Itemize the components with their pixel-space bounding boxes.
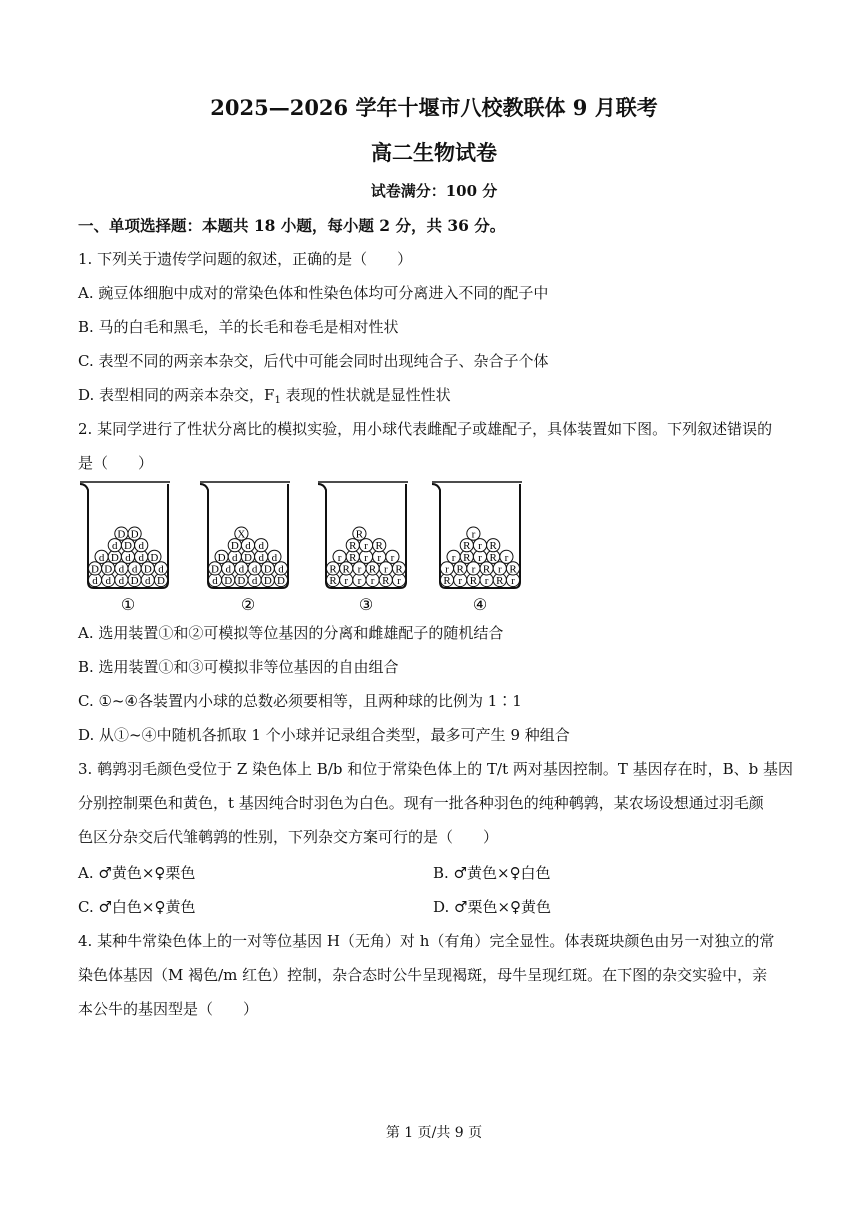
ball-label: R — [329, 563, 337, 576]
beaker-label: ② — [240, 595, 256, 614]
ball-label: r — [471, 528, 476, 541]
ball — [148, 550, 161, 564]
ball — [379, 562, 392, 576]
q4-stem-line2: 染色体基因（M 褐色/m 红色）控制，杂合态时公牛呈现褐斑，母牛呈现红斑。在下图的杂交实验中，亲 — [78, 966, 768, 984]
ball — [95, 550, 108, 564]
ball-label: r — [458, 575, 463, 587]
exam-score: 试卷满分：100 分 — [370, 182, 498, 200]
ball-label: D — [117, 528, 126, 541]
ball-label: r — [364, 540, 368, 553]
ball — [473, 539, 486, 553]
ball-label: D — [277, 575, 285, 587]
ball-label: d — [112, 540, 118, 553]
ball-label: R — [368, 563, 377, 576]
ball-label: r — [357, 575, 362, 587]
ball-label: r — [445, 563, 449, 576]
ball — [222, 562, 235, 576]
q1-option-b: B. 马的白毛和黑毛，羊的长毛和卷毛是相对性状 — [78, 318, 399, 336]
q3-stem-line2: 分别控制栗色和黄色，t 基因纯合时羽色为白色。现有一批各种羽色的纯种鹌鹑，某农场设想通过羽毛颜 — [78, 794, 764, 812]
ball-label: r — [377, 551, 382, 564]
q2-stem-line2: 是（ ） — [78, 454, 154, 472]
ball-label: r — [504, 551, 509, 564]
beaker-label: ④ — [472, 595, 488, 614]
ball-label: D — [104, 563, 113, 576]
ball-label: D — [130, 528, 139, 541]
ball — [353, 562, 366, 576]
ball-label: r — [497, 563, 502, 576]
ball-label: D — [263, 563, 272, 576]
ball — [359, 539, 372, 553]
ball — [121, 539, 134, 553]
ball — [340, 562, 353, 576]
ball-label: R — [482, 563, 491, 576]
beaker-figure — [78, 478, 538, 618]
exam-subject: 高二生物试卷 — [371, 140, 497, 165]
ball — [392, 562, 405, 576]
ball-label: r — [370, 575, 375, 587]
ball-label: r — [397, 575, 401, 587]
ball-label: d — [212, 575, 218, 587]
ball — [235, 527, 248, 541]
ball-label: R — [456, 563, 464, 576]
ball — [487, 539, 500, 553]
ball — [154, 562, 167, 576]
ball-label: r — [478, 551, 482, 564]
ball-label: R — [375, 540, 383, 553]
ball-label: D — [143, 563, 152, 576]
ball-label: d — [145, 575, 151, 587]
ball — [274, 562, 287, 576]
q2-option-c: C. ①~④各装置内小球的总数必须要相等，且两种球的比例为 1∶1 — [78, 692, 522, 710]
ball-label: d — [278, 563, 284, 576]
ball — [506, 562, 519, 576]
ball — [141, 562, 154, 576]
ball-label: d — [138, 540, 144, 553]
ball-label: R — [349, 551, 357, 564]
ball-label: R — [496, 575, 504, 587]
q3-option-d: D. ♂栗色×♀黄色 — [433, 898, 552, 916]
ball — [326, 562, 339, 576]
ball-label: R — [382, 575, 390, 587]
q3-stem-line3: 色区分杂交后代雏鹌鹑的性别，下列杂交方案可行的是（ ） — [78, 828, 499, 846]
q1-d-sub: 1 — [274, 395, 281, 406]
beaker-3 — [318, 482, 408, 614]
ball-label: r — [390, 551, 395, 564]
beaker-2 — [200, 482, 290, 614]
ball-label: R — [355, 528, 364, 541]
q3-option-a: A. ♂黄色×♀栗色 — [78, 864, 196, 882]
q4-stem-line3: 本公牛的基因型是（ ） — [78, 1000, 259, 1018]
ball-label: D — [110, 551, 119, 564]
q1-option-c: C. 表型不同的两亲本杂交，后代中可能会同时出现纯合子、杂合子个体 — [78, 352, 549, 370]
ball — [248, 562, 261, 576]
ball — [115, 527, 128, 541]
ball — [480, 562, 493, 576]
ball — [373, 539, 386, 553]
ball-label: X — [237, 528, 246, 541]
ball-label: r — [364, 551, 368, 564]
ball — [386, 550, 399, 564]
ball-label: R — [395, 563, 403, 576]
ball-label: R — [349, 540, 357, 553]
ball-label: d — [118, 563, 125, 576]
ball-label: d — [131, 563, 138, 576]
page-footer: 第 1 页/共 9 页 — [385, 1125, 483, 1141]
ball-label: D — [224, 575, 233, 587]
ball — [255, 539, 268, 553]
ball — [500, 550, 513, 564]
ball-label: d — [158, 563, 164, 576]
ball-label: D — [217, 551, 226, 564]
beaker-label: ① — [120, 595, 136, 614]
ball-label: D — [263, 575, 272, 587]
ball — [261, 562, 274, 576]
q1-option-d — [78, 384, 451, 406]
ball — [235, 562, 248, 576]
ball — [460, 539, 473, 553]
beaker-label: ③ — [358, 595, 374, 614]
ball-label: R — [443, 575, 451, 587]
ball-label: D — [244, 551, 252, 564]
ball-label: r — [511, 575, 515, 587]
ball-label: R — [489, 540, 497, 553]
q1-d-pre: D. 表型相同的两亲本杂交，F — [78, 386, 275, 404]
ball-label: D — [230, 540, 239, 553]
ball-label: D — [124, 540, 132, 553]
ball-label: d — [98, 551, 105, 564]
ball-label: r — [383, 563, 388, 576]
ball-label: r — [451, 551, 456, 564]
ball-label: d — [225, 563, 231, 576]
q2-stem-line1: 2. 某同学进行了性状分离比的模拟实验，用小球代表雌配子或雄配子，具体装置如下图。下列叙述错误的 — [78, 420, 773, 438]
ball-label: R — [463, 551, 471, 564]
q2-option-a: A. 选用装置①和②可模拟等位基因的分离和雌雄配子的随机结合 — [78, 624, 504, 642]
ball-label: D — [157, 575, 165, 587]
ball — [88, 562, 101, 576]
ball-label: r — [484, 575, 489, 587]
ball — [108, 539, 121, 553]
q3-stem-line1: 3. 鹌鹑羽毛颜色受位于 Z 染色体上 B/b 和位于常染色体上的 T/t 两对基因控制。T 基因存在时，B、b 基因 — [78, 760, 794, 778]
q2-option-b: B. 选用装置①和③可模拟非等位基因的自由组合 — [78, 658, 399, 676]
section-heading: 一、单项选择题：本题共 18 小题，每小题 2 分，共 36 分。 — [78, 216, 506, 235]
ball-label: D — [150, 551, 159, 564]
ball — [115, 562, 128, 576]
q1-d-post: 表现的性状就是显性性状 — [280, 386, 451, 404]
q1-option-a: A. 豌豆体细胞中成对的常染色体和性染色体均可分离进入不同的配子中 — [78, 284, 549, 302]
q2-option-d: D. 从①~④中随机各抓取 1 个小球并记录组合类型，最多可产生 9 种组合 — [78, 726, 570, 744]
ball — [454, 562, 467, 576]
ball-label: R — [489, 551, 497, 564]
ball-label: d — [271, 551, 278, 564]
ball-label: r — [344, 575, 349, 587]
ball — [102, 562, 115, 576]
ball — [440, 562, 453, 576]
ball-label: d — [118, 575, 125, 587]
ball-label: R — [509, 563, 517, 576]
ball-label: d — [232, 551, 238, 564]
ball-label: R — [329, 575, 337, 587]
ball-label: d — [138, 551, 144, 564]
q4-stem-line1: 4. 某种牛常染色体上的一对等位基因 H（无角）对 h（有角）完全显性。体表斑块颜色由另一对独立的常 — [78, 932, 775, 950]
ball-label: D — [91, 563, 99, 576]
ball-label: D — [211, 563, 219, 576]
ball — [353, 527, 366, 541]
ball — [447, 550, 460, 564]
exam-title: 2025—2026 学年十堰市八校教联体 9 月联考 — [210, 95, 658, 120]
q1-stem: 1. 下列关于遗传学问题的叙述，正确的是（ ） — [78, 250, 413, 268]
ball-label: d — [92, 575, 98, 587]
ball-label: r — [357, 563, 362, 576]
ball — [493, 562, 506, 576]
ball-label: d — [251, 575, 258, 587]
ball — [467, 562, 480, 576]
ball-label: R — [463, 540, 471, 553]
ball — [135, 539, 148, 553]
q3-option-b: B. ♂黄色×♀白色 — [433, 864, 551, 882]
ball-label: D — [237, 575, 246, 587]
ball-label: d — [125, 551, 131, 564]
ball — [215, 550, 228, 564]
beaker-4 — [432, 482, 522, 614]
ball-label: d — [258, 540, 264, 553]
ball — [268, 550, 281, 564]
ball — [333, 550, 346, 564]
ball-label: d — [105, 575, 111, 587]
ball — [346, 539, 359, 553]
ball — [128, 527, 141, 541]
ball-label: r — [337, 551, 342, 564]
ball-label: d — [238, 563, 245, 576]
ball-label: R — [342, 563, 350, 576]
ball — [208, 562, 221, 576]
q3-option-c: C. ♂白色×♀黄色 — [78, 898, 196, 916]
ball — [467, 527, 480, 541]
ball-label: r — [478, 540, 482, 553]
ball-label: d — [258, 551, 264, 564]
ball-label: d — [245, 540, 251, 553]
ball-label: D — [130, 575, 139, 587]
beaker-1 — [80, 482, 170, 614]
ball-label: d — [251, 563, 258, 576]
ball-label: R — [469, 575, 478, 587]
ball — [228, 539, 241, 553]
ball-label: r — [471, 563, 476, 576]
ball — [241, 539, 254, 553]
ball — [366, 562, 379, 576]
ball — [128, 562, 141, 576]
